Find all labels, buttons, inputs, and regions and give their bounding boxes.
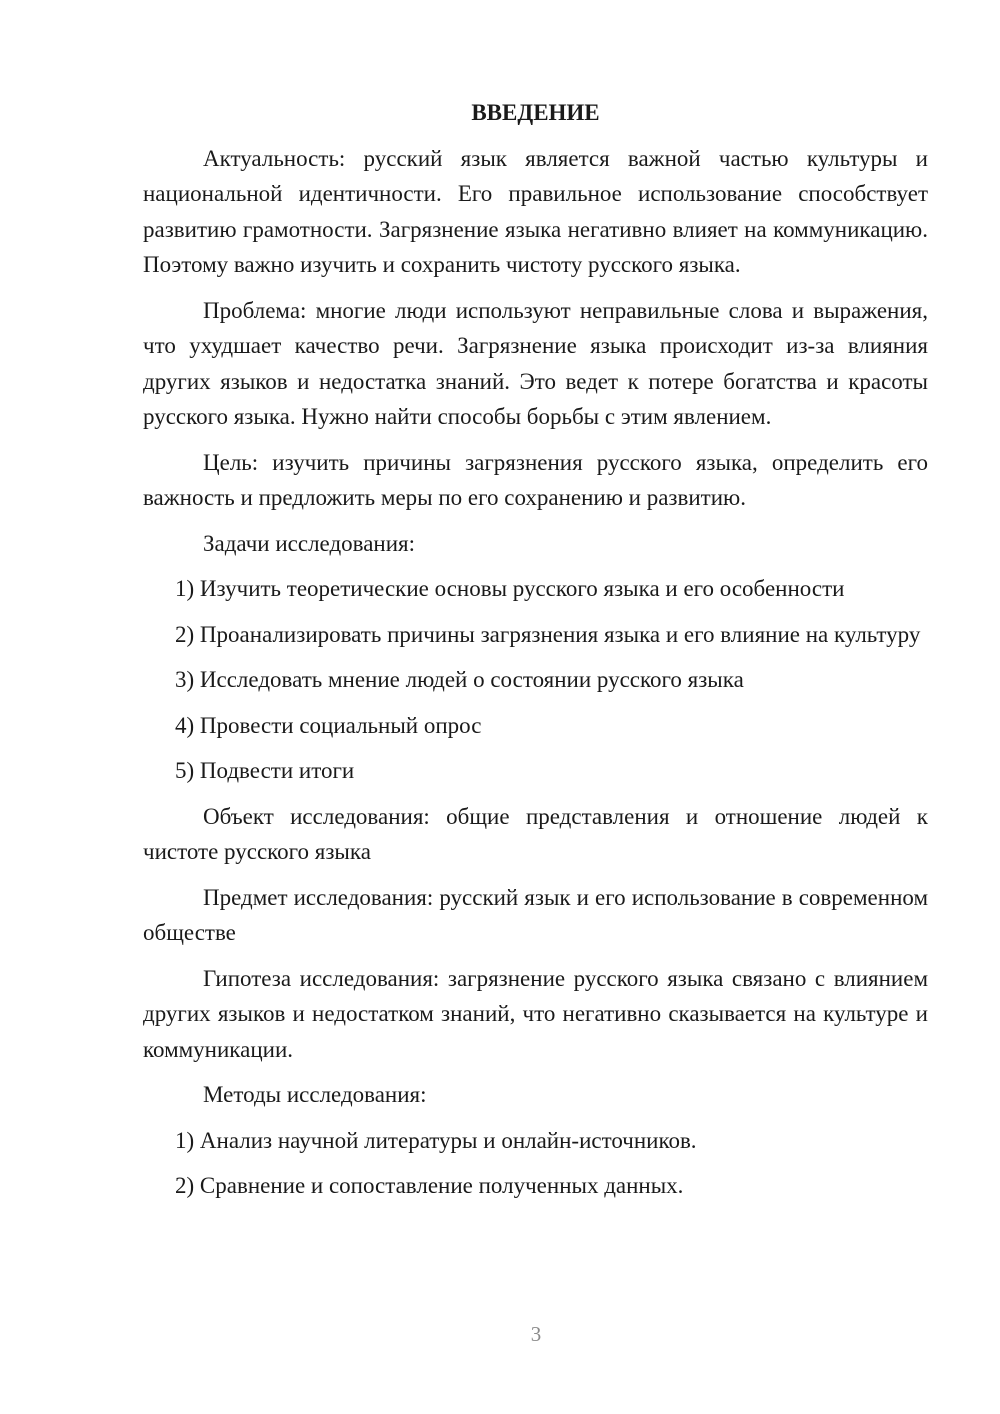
task-item: 2) Проанализировать причины загрязнения языка и его влияние на культуру — [175, 621, 921, 647]
subject-paragraph: Предмет исследования: русский язык и его использование в современном обществе — [143, 884, 928, 945]
problem-paragraph: Проблема: многие люди используют неправильные слова и выражения, что ухудшает качество речи. Загрязнение языка происходит из-за влияния других языков и недостатка знаний. Это ведет к потере богатства и красоты русского языка. Нужно найти способы борьбы с этим явлением. — [143, 297, 928, 429]
page-number: 3 — [530, 1322, 542, 1346]
method-item: 2) Сравнение и сопоставление полученных данных. — [175, 1173, 684, 1198]
tasks-heading: Задачи исследования: — [203, 530, 416, 556]
methods-heading: Методы исследования: — [203, 1082, 427, 1107]
goal-paragraph: Цель: изучить причины загрязнения русского языка, определить его важность и предложить меры по его сохранению и развитию. — [143, 449, 928, 510]
method-item: 1) Анализ научной литературы и онлайн-источников. — [175, 1127, 697, 1153]
task-item: 3) Исследовать мнение людей о состоянии русского языка — [175, 667, 744, 692]
task-item: 4) Провести социальный опрос — [175, 712, 482, 738]
object-paragraph: Объект исследования: общие представления и отношение людей к чистоте русского языка — [143, 803, 928, 864]
document-body — [143, 95, 928, 1214]
section-title: ВВЕДЕНИЕ — [471, 100, 600, 125]
hypothesis-paragraph: Гипотеза исследования: загрязнение русского языка связано с влиянием других языков и недостатком знаний, что негативно сказывается на культуре и коммуникации. — [143, 965, 928, 1062]
task-item: 1) Изучить теоретические основы русского языка и его особенности — [175, 576, 845, 601]
task-item: 5) Подвести итоги — [175, 758, 355, 783]
relevance-paragraph: Актуальность: русский язык является важной частью культуры и национальной идентичности. Его правильное использование способствует развитию грамотности. Загрязнение языка негативно влияет на коммуникацию. Поэтому важно изучить и сохранить чистоту русского языка. — [143, 145, 928, 277]
